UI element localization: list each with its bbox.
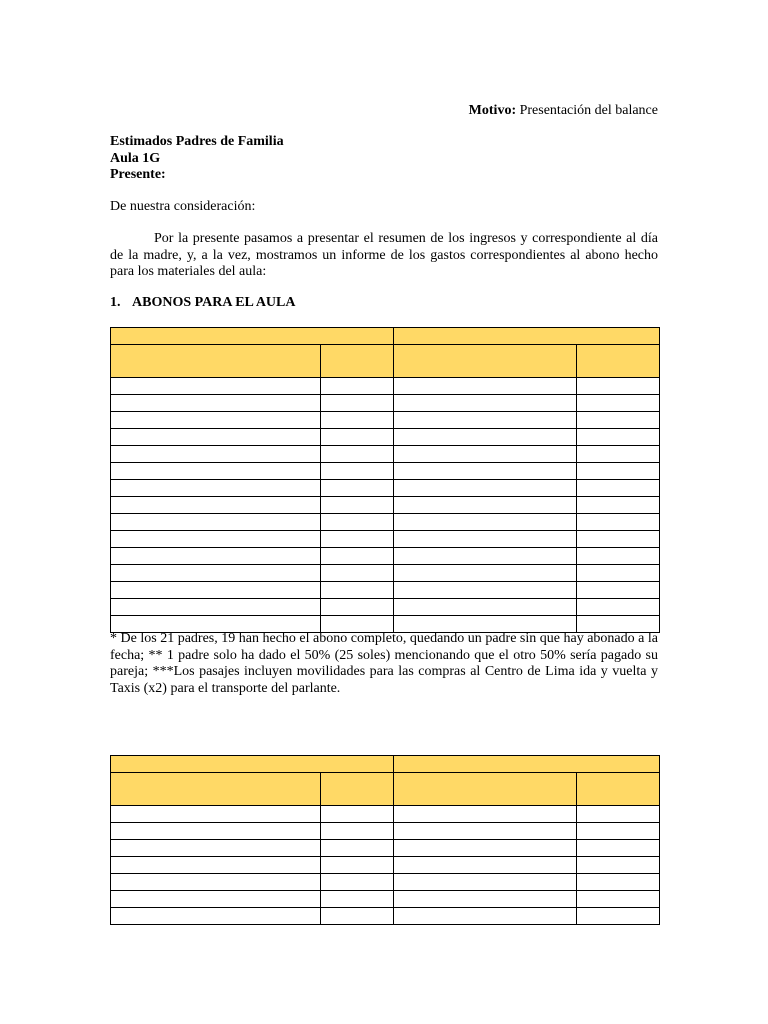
table-row xyxy=(111,823,660,840)
second-column-header xyxy=(394,773,577,806)
table-row xyxy=(111,497,660,514)
table-row xyxy=(111,616,660,633)
table-cell xyxy=(321,565,394,582)
table-cell xyxy=(321,806,394,823)
table-cell xyxy=(321,480,394,497)
section-title: ABONOS PARA EL AULA xyxy=(132,295,296,310)
table-row xyxy=(111,446,660,463)
abonos-column-header xyxy=(111,345,321,378)
abonos-column-header xyxy=(394,345,577,378)
table-cell xyxy=(111,806,321,823)
table-cell xyxy=(321,599,394,616)
table-cell xyxy=(577,378,660,395)
table-cell xyxy=(111,395,321,412)
table-cell xyxy=(577,412,660,429)
table-row xyxy=(111,857,660,874)
motivo-line xyxy=(110,103,658,120)
table-cell xyxy=(577,857,660,874)
table-cell xyxy=(321,412,394,429)
table-cell xyxy=(321,857,394,874)
table-row xyxy=(111,395,660,412)
table-cell xyxy=(394,514,577,531)
table-cell xyxy=(111,446,321,463)
table-cell xyxy=(394,908,577,925)
second-header-cell xyxy=(394,756,660,773)
table-cell xyxy=(394,548,577,565)
table-cell xyxy=(321,514,394,531)
table-row xyxy=(111,599,660,616)
abonos-header-row xyxy=(111,345,660,378)
table-row xyxy=(111,806,660,823)
table-row xyxy=(111,840,660,857)
table-cell xyxy=(577,823,660,840)
table-cell xyxy=(321,616,394,633)
table-row xyxy=(111,565,660,582)
table-cell xyxy=(111,378,321,395)
table-cell xyxy=(577,497,660,514)
table-cell xyxy=(577,908,660,925)
table-cell xyxy=(111,412,321,429)
table-cell xyxy=(111,429,321,446)
table-cell xyxy=(111,908,321,925)
table-row xyxy=(111,514,660,531)
section-heading xyxy=(110,295,296,312)
table-cell xyxy=(577,531,660,548)
table-cell xyxy=(111,531,321,548)
table-cell xyxy=(321,840,394,857)
abonos-column-header xyxy=(321,345,394,378)
table-cell xyxy=(111,891,321,908)
table-cell xyxy=(577,582,660,599)
table-cell xyxy=(321,891,394,908)
table-row xyxy=(111,582,660,599)
table-cell xyxy=(111,616,321,633)
table-cell xyxy=(111,582,321,599)
table-row xyxy=(111,463,660,480)
table-cell xyxy=(577,480,660,497)
second-table xyxy=(110,755,660,925)
table-cell xyxy=(394,531,577,548)
second-column-header xyxy=(321,773,394,806)
second-header-cell xyxy=(111,756,394,773)
table-cell xyxy=(321,446,394,463)
table-cell xyxy=(394,497,577,514)
table-row xyxy=(111,378,660,395)
table-cell xyxy=(394,429,577,446)
table-cell xyxy=(394,463,577,480)
table-cell xyxy=(577,616,660,633)
table-cell xyxy=(577,891,660,908)
second-header-row-top xyxy=(111,756,660,773)
table-cell xyxy=(577,429,660,446)
table-cell xyxy=(321,463,394,480)
table-cell xyxy=(577,463,660,480)
table-cell xyxy=(111,463,321,480)
table-row xyxy=(111,908,660,925)
motivo-value: Presentación del balance xyxy=(519,103,658,118)
table-cell xyxy=(394,395,577,412)
table-cell xyxy=(111,565,321,582)
table-cell xyxy=(321,531,394,548)
table-cell xyxy=(321,395,394,412)
table-cell xyxy=(394,616,577,633)
addressee-line-1: Estimados Padres de Familia xyxy=(110,134,284,149)
table-cell xyxy=(321,908,394,925)
table-cell xyxy=(394,480,577,497)
table-cell xyxy=(111,599,321,616)
table-cell xyxy=(577,874,660,891)
table-cell xyxy=(321,378,394,395)
table-cell xyxy=(394,599,577,616)
intro-paragraph: Por la presente pasamos a presentar el resumen de los ingresos y correspondiente al día de la madre, y, a la vez, mostramos un informe de los gastos correspondientes al abono hecho para los materiales del aula: xyxy=(110,231,658,279)
table-cell xyxy=(577,840,660,857)
table-cell xyxy=(111,840,321,857)
table-cell xyxy=(321,548,394,565)
table-row xyxy=(111,429,660,446)
table-row xyxy=(111,412,660,429)
table-row xyxy=(111,874,660,891)
table-cell xyxy=(111,874,321,891)
table-cell xyxy=(394,565,577,582)
addressee-block xyxy=(110,134,284,184)
abonos-header-cell xyxy=(111,328,394,345)
table-cell xyxy=(111,514,321,531)
table-cell xyxy=(577,514,660,531)
table-cell xyxy=(577,599,660,616)
second-column-header xyxy=(577,773,660,806)
table-cell xyxy=(394,378,577,395)
table-cell xyxy=(394,857,577,874)
abonos-header-row-top xyxy=(111,328,660,345)
table-cell xyxy=(394,840,577,857)
table-cell xyxy=(577,395,660,412)
motivo-label: Motivo: xyxy=(468,103,517,118)
footnote: * De los 21 padres, 19 han hecho el abono completo, quedando un padre sin que hay abonado a la fecha; ** 1 padre solo ha dado el 50% (25 soles) mencionando que el otro 50% sería pagado su pareja; ***Los pasajes incluyen movilidades para las compras al Centro de Lima ida y vuelta y Taxis (x2) para el transporte del parlante. xyxy=(110,631,658,696)
abonos-header-cell xyxy=(394,328,660,345)
table-row xyxy=(111,480,660,497)
table-cell xyxy=(111,823,321,840)
abonos-table xyxy=(110,327,660,633)
table-cell xyxy=(577,548,660,565)
table-cell xyxy=(577,806,660,823)
salutation: De nuestra consideración: xyxy=(110,199,256,214)
table-cell xyxy=(111,857,321,874)
table-cell xyxy=(321,429,394,446)
table-cell xyxy=(111,548,321,565)
second-column-header xyxy=(111,773,321,806)
table-cell xyxy=(321,497,394,514)
addressee-line-3: Presente: xyxy=(110,167,166,182)
table-cell xyxy=(394,412,577,429)
table-cell xyxy=(394,582,577,599)
section-number: 1. xyxy=(110,295,121,310)
table-cell xyxy=(394,823,577,840)
table-cell xyxy=(111,497,321,514)
abonos-column-header xyxy=(577,345,660,378)
table-cell xyxy=(321,874,394,891)
table-cell xyxy=(577,565,660,582)
table-cell xyxy=(577,446,660,463)
table-cell xyxy=(394,806,577,823)
table-row xyxy=(111,531,660,548)
table-cell xyxy=(394,891,577,908)
table-cell xyxy=(394,446,577,463)
table-row xyxy=(111,548,660,565)
table-cell xyxy=(394,874,577,891)
table-cell xyxy=(321,823,394,840)
second-header-row xyxy=(111,773,660,806)
table-cell xyxy=(321,582,394,599)
addressee-line-2: Aula 1G xyxy=(110,150,161,166)
table-row xyxy=(111,891,660,908)
table-cell xyxy=(111,480,321,497)
